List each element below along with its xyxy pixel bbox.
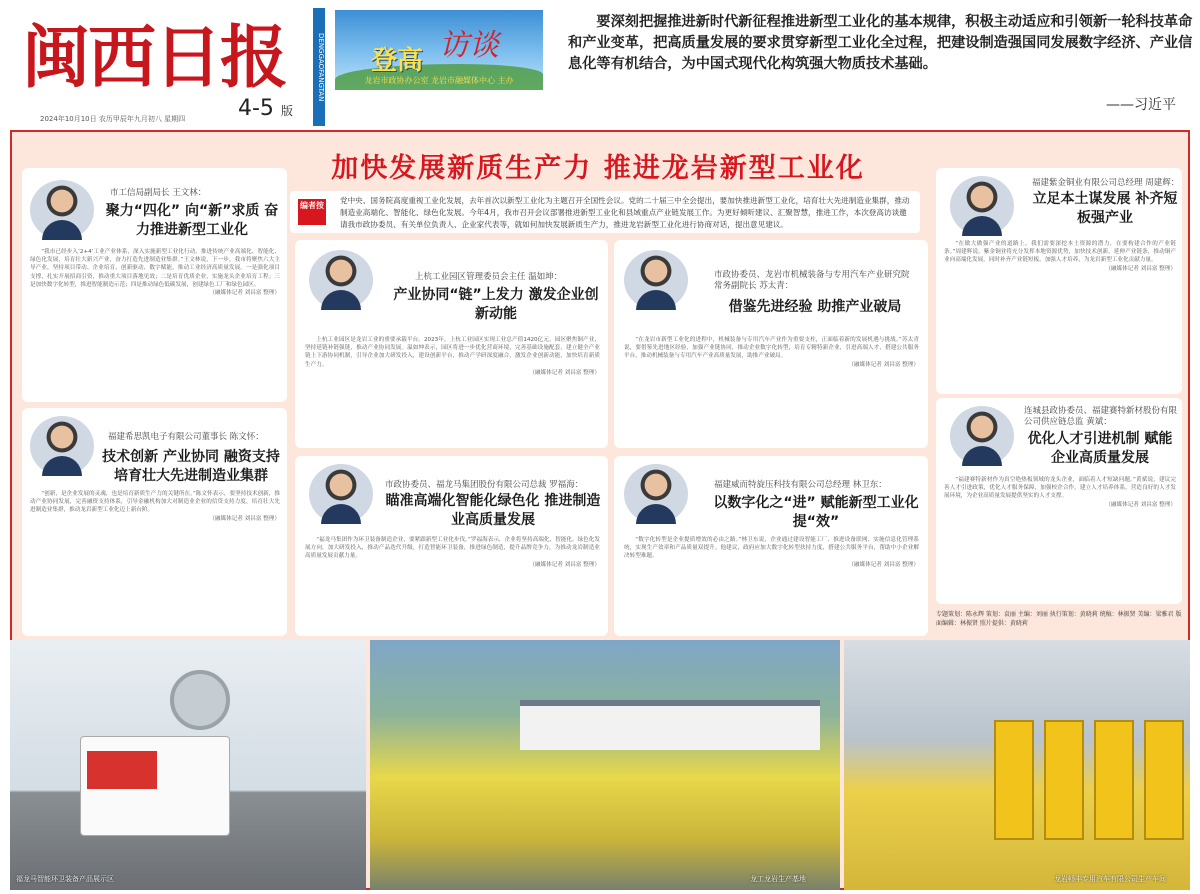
masthead — [0, 0, 1200, 128]
column-banner — [335, 10, 543, 90]
portrait-photo — [624, 250, 688, 310]
quote-author: ——习近平 — [1106, 97, 1176, 113]
card-body: “福建赛特新材作为真空绝热板领域的龙头企业，面临着人才短缺问题。”黄斌说，建议完善人才引进政策，优化人才服务保障，加强校企合作，建立人才培养体系，营造良好的人才发展环境，为企业高质量发展提供坚实的人才支撑。 （融媒体记者 刘昌富 整理） — [944, 477, 1176, 508]
interview-card-chen — [22, 408, 287, 636]
card-body: “福龙马集团作为环卫装备制造企业，要紧跟新型工业化步伐。”罗福海表示，企业将坚持高端化、智能化、绿色化发展方向，加大研发投入，推动产品迭代升级，打造智能环卫装备，推进绿色制造，提升品牌竞争力，为推动龙岩制造业高质量发展贡献力量。 （融媒体记者 刘昌富 整理） — [305, 537, 600, 568]
machine-graphic — [1094, 720, 1134, 840]
photo-workshop — [844, 640, 1190, 890]
portrait-photo — [950, 406, 1014, 466]
card-title: 产业协同“链”上发力 激发企业创新动能 — [393, 287, 599, 322]
editor-note-tag: 编者按 — [298, 199, 326, 225]
card-title: 优化人才引进机制 赋能企业高质量发展 — [1027, 431, 1173, 466]
card-body: “数字化转型是企业提质增效的必由之路。”林卫东说，企业通过建设智能工厂、推进设备联网、实施信息化管理系统，实现生产效率和产品质量双提升。他建议，政府应加大数字化转型扶持力度，搭建公共服务平台，帮助中小企业解决转型难题。 （融媒体记者 刘昌富 整理） — [624, 537, 919, 568]
leader-quote: 要深刻把握推进新时代新征程推进新型工业化的基本规律，积极主动适应和引领新一轮科技革命和产业变革，把高质量发展的要求贯穿新型工业化全过程，把建设制造强国同发展数字经济、产业信息化等有机结合，为中国式现代化构筑强大物质技术基础。 — [568, 14, 1193, 72]
interview-card-luo — [295, 456, 608, 636]
photo-strip — [10, 640, 1190, 890]
photo-factory-yard — [370, 640, 840, 890]
portrait-photo — [309, 464, 373, 524]
portrait-photo — [950, 176, 1014, 236]
vertical-english-label: DENGGAOFANGTAN — [313, 8, 325, 126]
interview-card-wang — [22, 168, 287, 402]
portrait-photo — [30, 180, 94, 240]
interview-card-su — [614, 240, 928, 448]
card-body: 上杭工业园区是龙岩工业的重要承载平台。2023年，上杭工业园区实现工业总产值1420亿元。园区聚焦铜产业，坚持延链补链强链，推动产业协同发展。温如坤表示，园区将进一步优化营商环境，完善基础设施配套，建立健全产业链上下游协同机制，引导企业加大研发投入，建设创新平台，推动产学研深度融合，激发企业创新动能，加快培育新质生产力。 （融媒体记者 刘昌富 整理） — [305, 337, 600, 376]
card-body: “在龙岩市新型工业化的进程中，机械装备与专用汽车产业作为重要支柱，正面临着新的发展机遇与挑战。”苏太青说，要借鉴先进地区经验，加强产业链协同，推动企业数字化转型，培育专精特新企业，引进高端人才，搭建公共服务平台，推动机械装备与专用汽车产业高质量发展，助推产业破局。 （融媒体记者 刘昌富 整理） — [624, 337, 919, 368]
card-title: 立足本土谋发展 补齐短板强产业 — [1032, 191, 1178, 226]
interviewee: 市政协委员、龙岩市机械装备与专用汽车产业研究院常务副院长 苏太青： — [714, 270, 910, 291]
card-title: 瞄准高端化智能化绿色化 推进制造业高质量发展 — [385, 493, 601, 528]
banner-hosts: 龙岩市政协办公室 龙岩市融媒体中心 主办 — [364, 76, 514, 85]
photo-sanitation-truck — [10, 640, 366, 890]
banner-title: 登高 — [371, 46, 424, 76]
machine-graphic — [1144, 720, 1184, 840]
photo-caption: 龙岩畅丰专用汽车有限公司生产车间 — [1054, 875, 1166, 883]
interviewee: 市政协委员、福龙马集团股份有限公司总裁 罗福海： — [385, 480, 584, 490]
credits: 专题策划：陈永辉 策划：袁丽 主编：刘丽 执行策划：黄晓莉 统稿：林振贤 美编：梁雅君 版面编辑：林振贤 照片提供：黄晓莉 — [936, 611, 1182, 627]
editor-note-text: 党中央、国务院高度重视工业化发展，去年首次以新型工业化为主题召开全国性会议。党的二十届三中全会提出，要加快推进新型工业化，培育壮大先进制造业集群，推动制造业高端化、智能化、绿色化发展。今年4月，我市召开会议部署推进新型工业化和县域重点产业链发展工作。为更好倾听建议、汇聚智慧，推进工作，本次登高访谈邀请我市政协委员、有关单位负责人、企业家代表等，就如何加快发展新质生产力，推进龙岩新型工业化进行协商对话，提出意见建议。 — [340, 196, 910, 229]
date-line: 2024年10月10日 农历甲辰年九月初八 星期四 — [40, 115, 186, 123]
interviewee: 上杭工业园区管理委员会主任 温如坤： — [415, 272, 563, 282]
photo-caption: 龙工龙岩生产基地 — [750, 875, 806, 883]
machine-graphic — [1044, 720, 1084, 840]
card-title: 聚力“四化” 向“新”求质 奋力推进新型工业化 — [105, 203, 279, 238]
card-title: 技术创新 产业协同 融资支持 培育壮大先进制造业集群 — [102, 449, 280, 484]
portrait-photo — [30, 416, 94, 476]
interviewee: 市工信局副局长 王文林： — [110, 188, 207, 198]
interviewee: 福建威而特旋压科技有限公司总经理 林卫东： — [714, 480, 887, 490]
interviewee: 连城县政协委员、福建赛特新材股份有限公司供应链总监 黄斌： — [1024, 406, 1178, 427]
portrait-photo — [309, 250, 373, 310]
editor-note — [290, 191, 920, 233]
factory-building — [520, 700, 820, 750]
portrait-photo — [624, 464, 688, 524]
interview-card-zhou — [936, 168, 1182, 394]
interviewee: 福建希思凯电子有限公司董事长 陈文怀： — [108, 432, 264, 442]
card-body: “在做大做强产业的道路上，我们需要深挖本土资源的潜力，在要构建合作的产业链条。”周建辉说，紫金铜业将充分发挥本地资源优势，加快技术创新，延伸产业链条，推动铜产业向高端化发展，同时补齐产业链短板，加强人才培养，为龙岩新型工业化贡献力量。 （融媒体记者 刘昌富 整理） — [944, 241, 1176, 272]
interview-card-wen — [295, 240, 608, 448]
machine-graphic — [994, 720, 1034, 840]
truck-graphic — [80, 736, 230, 836]
card-body: “我市已经步入‘2+4’工业产业体系，深入实施新型工业化行动，推进传统产业高端化、智能化、绿色化发展，培育壮大新兴产业，奋力打造先进制造业集群。”王文林说，下一步，我市将聚焦六大主导产业，坚持项目带动、企业培育、创新驱动、数字赋能，推动工业经济高质量发展。一是强化项目支撑，扎实开展招商引资，推动重大项目落地见效；二是培育优质企业，实施龙头企业培育工程；三是加快数字化转型，推进智能制造示范；四是推动绿色低碳发展，创建绿色工厂和绿色园区。 （融媒体记者 刘昌富 整理） — [30, 249, 280, 297]
card-title: 以数字化之“进” 赋能新型工业化提“效” — [713, 495, 919, 530]
interview-card-lin — [614, 456, 928, 636]
newspaper-logo: 闽西日报 — [22, 18, 287, 98]
card-title: 借鉴先进经验 助推产业破局 — [728, 299, 902, 315]
spray-tank — [170, 670, 230, 730]
photo-caption: 福龙马智能环卫装备产品展示区 — [16, 875, 114, 883]
interviewee: 福建紫金铜业有限公司总经理 周建辉： — [1032, 178, 1180, 188]
page-headline: 加快发展新质生产力 推进龙岩新型工业化 — [331, 153, 865, 184]
card-body: “创新，是企业发展的灵魂，也是培育新质生产力的关键所在。”陈文怀表示，要坚持技术创新，推动产业协同发展，完善融资支持体系，引导金融机构加大对制造业企业的信贷支持力度，培育壮大先进制造业集群，推动龙岩新型工业化迈上新台阶。 （融媒体记者 刘昌富 整理） — [30, 491, 280, 522]
interview-card-huang — [936, 398, 1182, 604]
page-number: 4-5 版 — [238, 96, 293, 121]
banner-calligraphy: 访谈 — [439, 28, 499, 63]
